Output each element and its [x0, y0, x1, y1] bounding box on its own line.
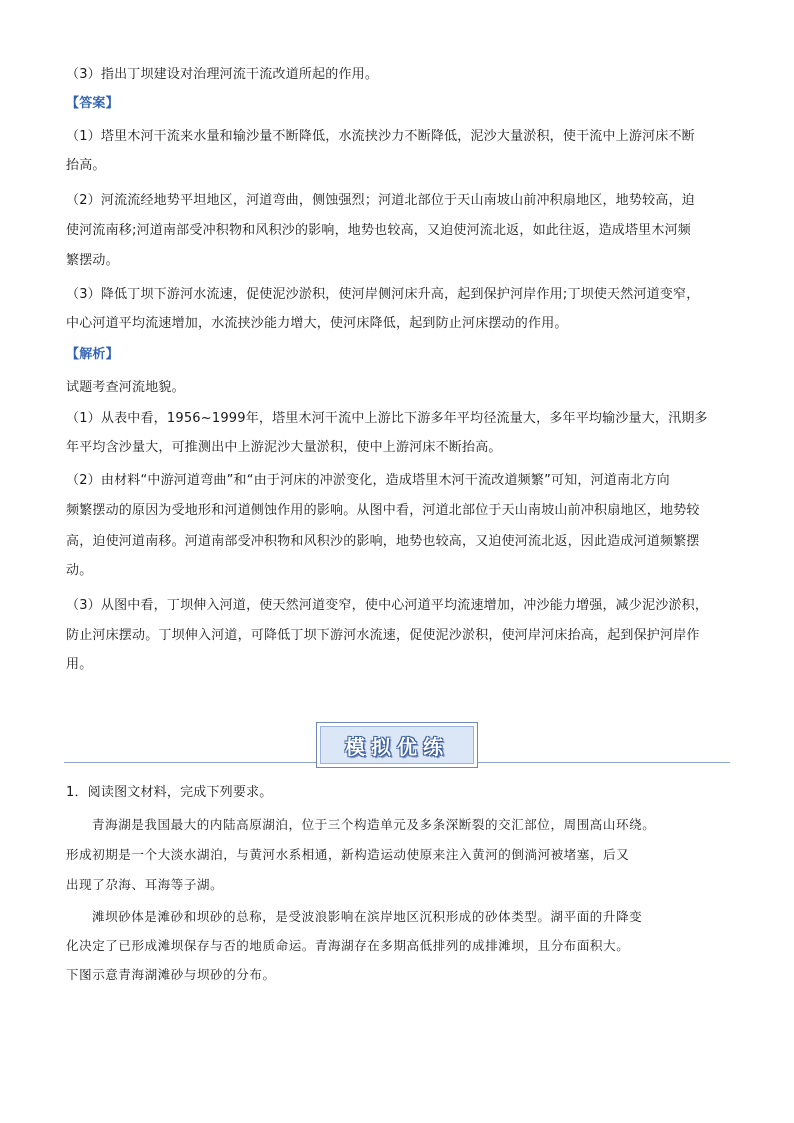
- analysis-line: 高，迫使河道南移。河道南部受冲积物和风积沙的影响，地势也较高，又迫使河流北返，因此造成河道频繁摆: [66, 534, 700, 549]
- answer-line: 中心河道平均流速增加，水流挟沙能力增大，使河床降低，起到防止河床摆动的作用。: [66, 316, 568, 331]
- section-banner-title: 模拟优练: [345, 735, 449, 759]
- analysis-line: 防止河床摆动。丁坝伸入河道，可降低丁坝下游河水流速，促使泥沙淤积，使河岸河床抬高，起到保护河岸作: [66, 628, 700, 643]
- analysis-line: （3）从图中看，丁坝伸入河道，使天然河道变窄，使中心河道平均流速增加，冲沙能力增强，减少泥沙淤积，: [66, 598, 709, 613]
- answer-line: 抬高。: [66, 158, 106, 173]
- analysis-line: 年平均含沙量大，可推测出中上游泥沙大量淤积，使中上游河床不断抬高。: [66, 440, 502, 455]
- section-banner: [316, 722, 478, 768]
- question-1-prompt: 1．阅读图文材料，完成下列要求。: [66, 785, 273, 800]
- analysis-line: 试题考查河流地貌。: [66, 380, 185, 395]
- analysis-line: 用。: [66, 657, 93, 672]
- question-3-prompt: （3）指出丁坝建设对治理河流干流改道所起的作用。: [66, 67, 379, 82]
- analysis-line: 频繁摆动的原因为受地形和河道侧蚀作用的影响。从图中看，河道北部位于天山南坡山前冲积扇地区，地势较: [66, 503, 700, 518]
- answer-line: （3）降低丁坝下游河水流速，促使泥沙淤积，使河岸侧河床升高，起到保护河岸作用;丁坝使天然河道变窄，: [66, 287, 700, 302]
- answer-line: （2）河流流经地势平坦地区，河道弯曲，侧蚀强烈；河道北部位于天山南坡山前冲积扇地区，地势较高，迫: [66, 193, 695, 208]
- material-line: 滩坝砂体是滩砂和坝砂的总称，是受波浪影响在滨岸地区沉积形成的砂体类型。湖平面的升降变: [92, 909, 643, 924]
- answer-line: 使河流南移;河道南部受冲积物和风积沙的影响，地势也较高，又迫使河流北返，如此往返，造成塔里木河频: [66, 223, 691, 238]
- analysis-tag: 【解析】: [66, 347, 119, 362]
- material-line: 形成初期是一个大淡水湖泊，与黄河水系相通，新构造运动使原来注入黄河的倒淌河被堵塞，后又: [66, 847, 630, 862]
- analysis-line: （2）由材料“中游河道弯曲”和“由于河床的冲淤变化，造成塔里木河干流改道频繁”可知，河道南北方向: [66, 473, 670, 488]
- answer-line: 繁摆动。: [66, 253, 119, 268]
- material-line: 下图示意青海湖滩砂与坝砂的分布。: [66, 967, 276, 982]
- section-divider-left: [64, 762, 316, 763]
- answer-line: （1）塔里木河干流来水量和输沙量不断降低，水流挟沙力不断降低，泥沙大量淤积，使干流中上游河床不断: [66, 129, 695, 144]
- material-line: 出现了尕海、耳海等子湖。: [66, 877, 224, 892]
- analysis-line: 动。: [66, 563, 93, 578]
- material-line: 青海湖是我国最大的内陆高原湖泊，位于三个构造单元及多条深断裂的交汇部位，周围高山环绕。: [92, 817, 656, 832]
- material-line: 化决定了已形成滩坝保存与否的地质命运。青海湖存在多期高低排列的成排滩坝，且分布面积大。: [66, 938, 630, 953]
- answer-tag: 【答案】: [66, 96, 119, 111]
- analysis-line: （1）从表中看，1956~1999年，塔里木河干流中上游比下游多年平均径流量大，多年平均输沙量大，汛期多: [66, 411, 708, 426]
- section-divider-right: [478, 762, 730, 763]
